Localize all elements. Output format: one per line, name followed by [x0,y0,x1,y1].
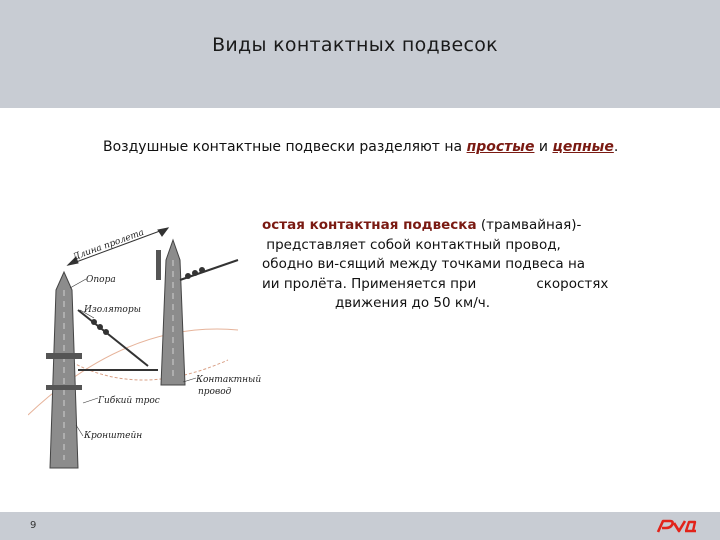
description-line-4: движения до 50 км/ч. [262,295,491,311]
left-pole [46,272,82,468]
page-number: 9 [30,520,37,531]
slide-title: Виды контактных подвесок [212,34,498,56]
left-insulators [91,319,109,335]
span-label: Длина пролета [71,227,146,263]
intro-after: . [613,139,619,155]
contact-wire-label-2: провод [198,387,232,397]
footer-band [0,512,720,540]
contact-wire-label-1: Контактный [196,375,262,385]
intro-middle: и [534,139,553,155]
insulators-label: Изоляторы [84,305,141,315]
suspension-diagram [28,210,268,480]
bracket-label: Кронштейн [84,431,143,441]
flexible-cable-label: Гибкий трос [98,396,160,406]
description-heading-rest: (трамвайная)- [476,217,582,233]
description-block [262,216,692,314]
description-line-1: представляет собой контактный провод, [262,236,561,253]
description-heading: остая контактная подвеска [262,217,477,233]
description-line-2: ободно ви-сящий между точками подвеса на [262,256,586,272]
rzd-logo [655,516,699,536]
description-line-3: ии пролёта. Применяется при скоростях [262,275,609,292]
right-pole [156,240,185,385]
left-bracket [78,310,158,370]
intro-before: Воздушные контактные подвески разделяют на [103,139,467,155]
support-label: Опора [86,275,116,285]
description-heading-line [262,216,692,236]
intro-chain: цепные [552,139,614,155]
right-insulators [185,267,205,279]
intro-text [103,139,703,155]
intro-simple: простые [466,139,535,155]
